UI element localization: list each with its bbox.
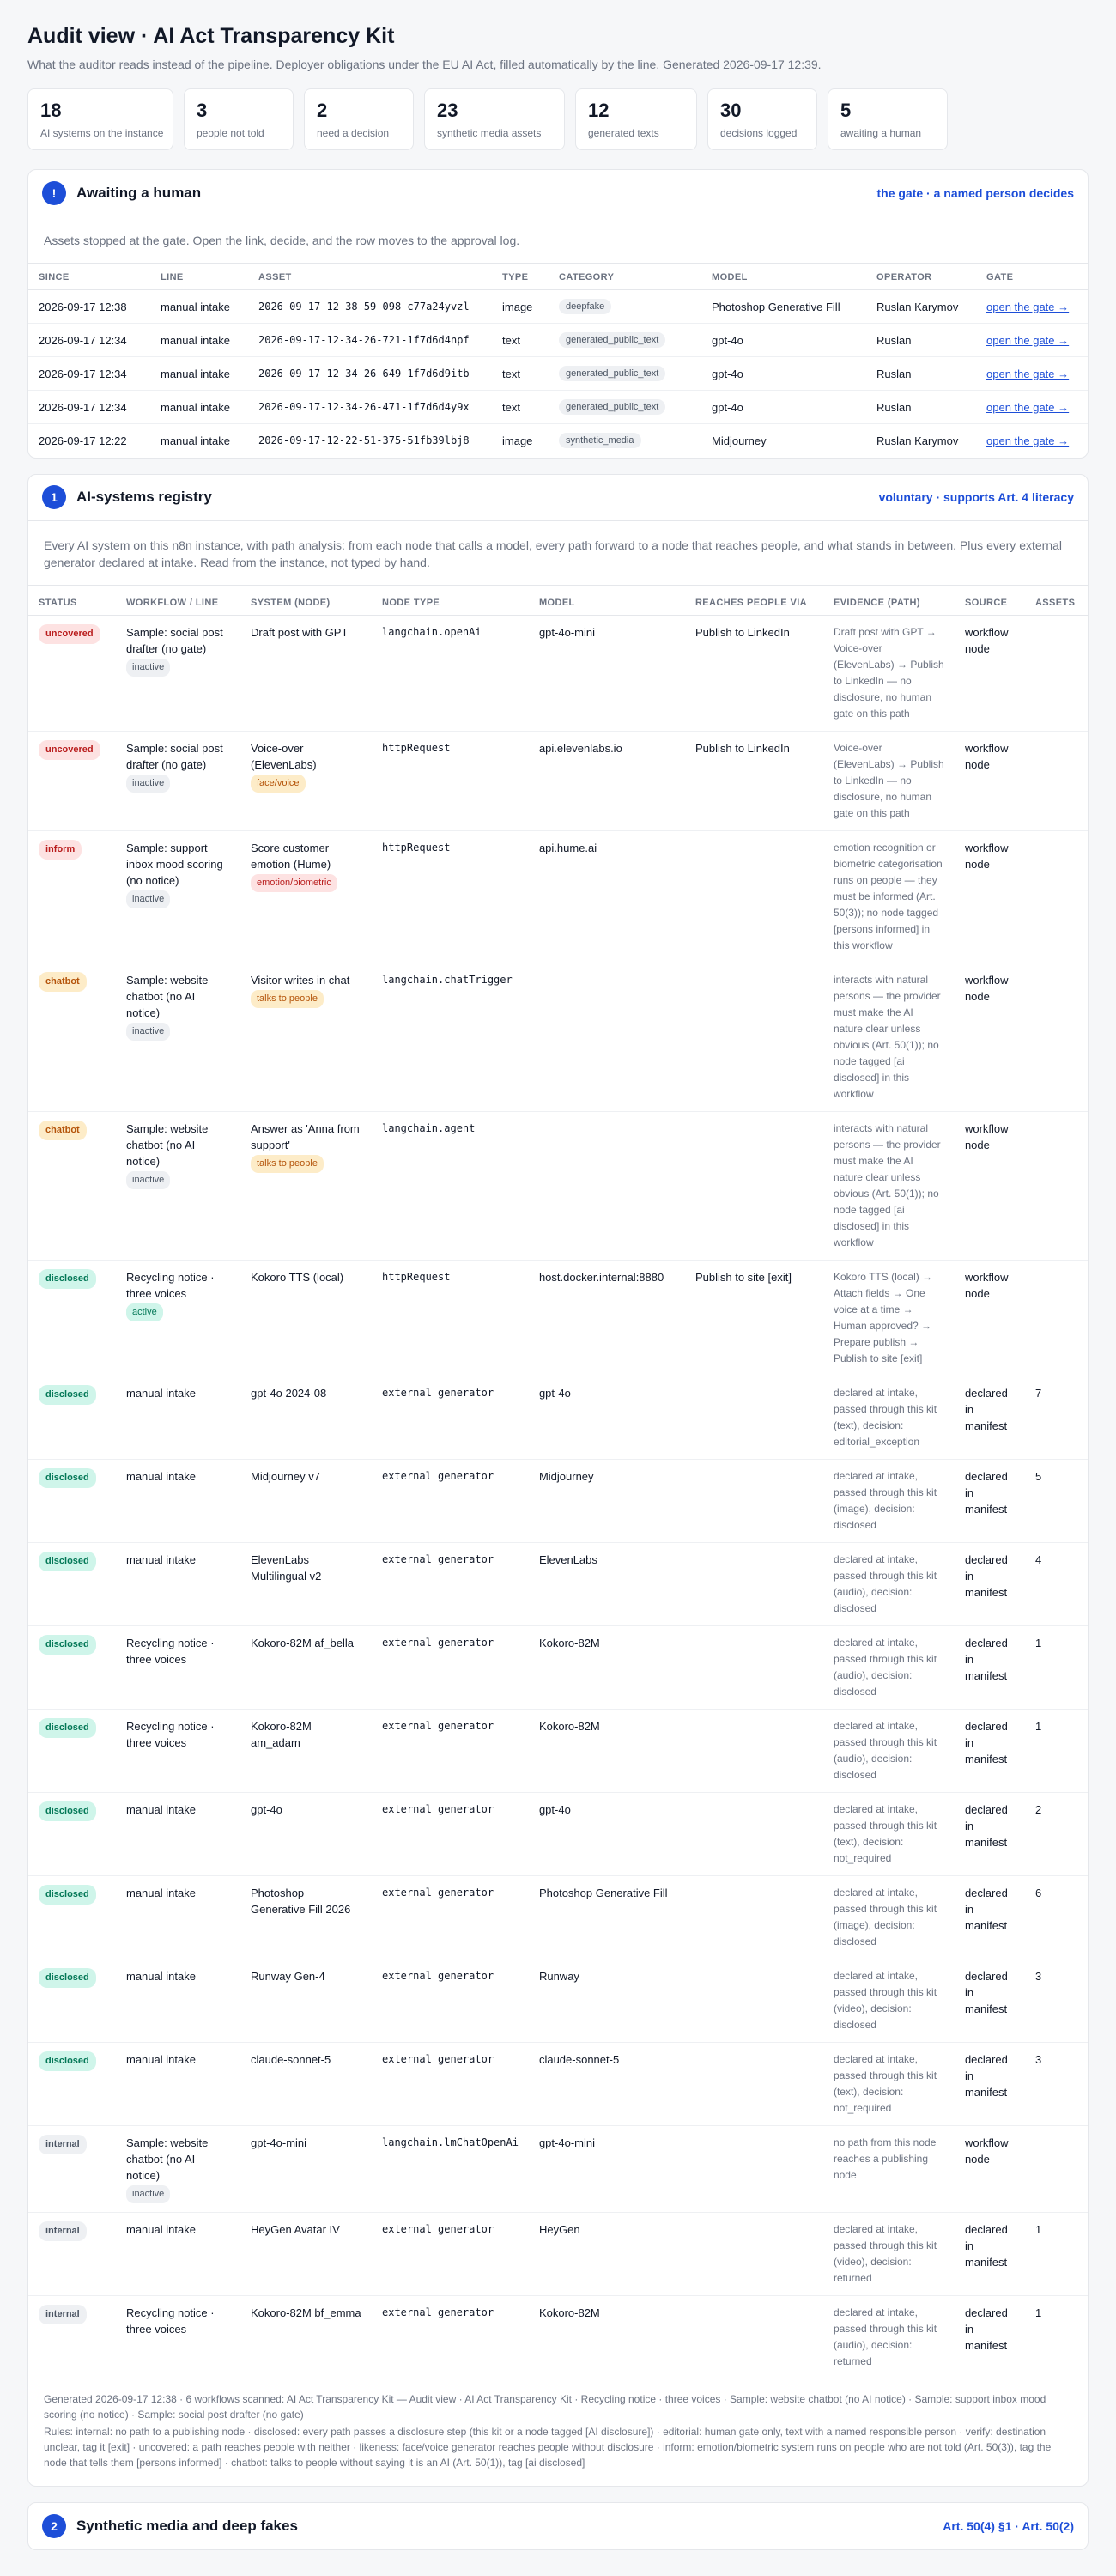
stats-row: [27, 88, 1089, 150]
assets-count: 2: [1025, 1792, 1088, 1875]
node-type: external generator: [372, 1709, 529, 1792]
workflow-name: Sample: social post drafter (no gate): [126, 625, 223, 655]
node-type: langchain.agent: [372, 1111, 529, 1260]
gate-row: [28, 424, 1088, 458]
workflow-name: manual intake: [126, 2222, 196, 2236]
reaches-cell: [685, 2212, 823, 2295]
evidence-path: Voice-over (ElevenLabs) → Publish to LinkedIn — no disclosure, no human gate on this path: [823, 731, 955, 830]
model-cell: gpt-4o: [529, 1792, 685, 1875]
assets-count: 1: [1025, 1709, 1088, 1792]
evidence-path: declared at intake, passed through this kit (video), decision: returned: [823, 2212, 955, 2295]
system-node-name: Voice-over (ElevenLabs): [251, 741, 317, 771]
node-type: langchain.lmChatOpenAi: [372, 2125, 529, 2212]
workflow-name: manual intake: [126, 1469, 196, 1483]
evidence-path: interacts with natural persons — the provider must make the AI nature clear unless obvious (Art. 50(1)); no node tagged [ai disclosed] in this workflow: [823, 963, 955, 1111]
reaches-cell: [685, 1542, 823, 1625]
line-cell: manual intake: [150, 290, 248, 324]
since-cell: 2026-09-17 12:34: [28, 391, 150, 424]
reaches-cell: Publish to LinkedIn: [685, 731, 823, 830]
source-cell: declared in manifest: [955, 1709, 1025, 1792]
type-cell: text: [492, 324, 549, 357]
node-type: external generator: [372, 2212, 529, 2295]
gate-panel: [27, 169, 1089, 459]
registry-panel-header: [28, 475, 1088, 521]
col-assets: ASSETS: [1025, 586, 1088, 616]
system-node-name: gpt-4o 2024-08: [251, 1386, 327, 1400]
assets-count: 1: [1034, 2306, 1042, 2319]
status-badge: chatbot: [39, 972, 87, 992]
status-badge: disclosed: [39, 1385, 96, 1405]
gate-panel-title: Awaiting a human: [76, 184, 202, 201]
model-cell: Midjourney: [712, 434, 767, 447]
evidence-path: declared at intake, passed through this kit (text), decision: editorial_exception: [823, 1376, 955, 1459]
line-cell: manual intake: [161, 434, 230, 447]
evidence-path: declared at intake, passed through this kit (image), decision: disclosed: [823, 1459, 955, 1542]
registry-row: [28, 1111, 1088, 1260]
line-cell: manual intake: [150, 357, 248, 391]
registry-rules: Rules: internal: no path to a publishing node · disclosed: every path passes a disclosure step (this kit or a node tagged [AI disclosure]) · editorial: human gate only, text with a named responsible person · verify: destination unclear, tag it [exit] · uncovered: a path reaches people with neither · likeness: face/voice generator reaches people without disclosure · inform: emotion/biometric system runs on people who are not told (Art. 50(3)), tag the node that tells them [persons informed] · chatbot: talks to people without saying it is an AI (Art. 50(1)), tag [ai disclosed]: [44, 2425, 1052, 2469]
node-type: external generator: [372, 1959, 529, 2042]
registry-row: [28, 1376, 1088, 1459]
reaches-cell: [685, 963, 823, 1111]
source-cell: declared in manifest: [955, 1459, 1025, 1542]
registry-row: [28, 1709, 1088, 1792]
system-node-name: Kokoro-82M am_adam: [251, 1719, 312, 1749]
gate-table-header: [28, 264, 1088, 290]
assets-count: 5: [1025, 1459, 1088, 1542]
operator-cell: Ruslan: [866, 391, 976, 424]
workflow-name: Recycling notice · three voices: [126, 2306, 215, 2336]
reaches-cell: [685, 1792, 823, 1875]
assets-count: [1025, 830, 1088, 963]
since-cell: 2026-09-17 12:22: [39, 434, 127, 447]
system-node-name: gpt-4o-mini: [251, 2136, 307, 2149]
col-asset: ASSET: [248, 264, 492, 290]
model-cell: gpt-4o: [701, 357, 866, 391]
assets-count: [1025, 2125, 1088, 2212]
col-line: LINE: [150, 264, 248, 290]
status-badge: internal: [39, 2221, 87, 2241]
system-node-name: Kokoro-82M bf_emma: [251, 2306, 361, 2319]
status-badge: disclosed: [39, 1552, 96, 1571]
asset-id: 2026-09-17-12-34-26-471-1f7d6d4y9x: [248, 391, 492, 424]
system-node-name: Runway Gen-4: [251, 1969, 325, 1983]
open-gate-link[interactable]: open the gate →: [986, 300, 1070, 313]
status-badge: uncovered: [39, 624, 100, 644]
workflow-state-badge: inactive: [126, 890, 170, 908]
system-node-name: HeyGen Avatar IV: [251, 2222, 340, 2236]
source-cell: declared in manifest: [955, 1959, 1025, 2042]
system-node-name: Kokoro-82M af_bella: [251, 1636, 354, 1649]
gate-panel-header: [28, 170, 1088, 216]
registry-row: [28, 2295, 1088, 2379]
system-node-name: Kokoro TTS (local): [251, 1270, 344, 1284]
source-cell: declared in manifest: [955, 2042, 1025, 2125]
reaches-cell: [685, 1875, 823, 1959]
reaches-cell: [685, 1709, 823, 1792]
since-cell: 2026-09-17 12:34: [28, 357, 150, 391]
source-cell: workflow node: [955, 615, 1025, 731]
gate-panel-caption: the gate · a named person decides: [876, 185, 1074, 200]
assets-count: [1025, 1111, 1088, 1260]
status-badge: disclosed: [39, 1269, 96, 1289]
status-badge: disclosed: [39, 1801, 96, 1821]
workflow-name: manual intake: [126, 1969, 196, 1983]
registry-scan-summary: Generated 2026-09-17 12:38 · 6 workflows scanned: AI Act Transparency Kit — Audit view · AI Act Transparency Kit · Recycling notice · three voices · Sample: website chatbot (no AI notice) · Sample: support inbox mood scoring (no notice) · Sample: social post drafter (no gate): [44, 2392, 1046, 2421]
model-cell: Runway: [529, 1959, 685, 2042]
open-gate-link[interactable]: open the gate →: [986, 434, 1070, 447]
workflow-name: Sample: website chatbot (no AI notice): [126, 973, 209, 1019]
registry-row: [28, 1875, 1088, 1959]
assets-count: 3: [1025, 2042, 1088, 2125]
model-cell: [529, 963, 685, 1111]
node-type: httpRequest: [372, 830, 529, 963]
registry-row: [28, 1542, 1088, 1625]
source-cell: workflow node: [955, 1111, 1025, 1260]
open-gate-link[interactable]: open the gate →: [986, 367, 1070, 380]
synthetic-panel-title: Synthetic media and deep fakes: [76, 2517, 298, 2534]
operator-cell: Ruslan Karymov: [866, 290, 976, 324]
system-risk-badge: talks to people: [251, 990, 324, 1008]
evidence-path: declared at intake, passed through this kit (audio), decision: disclosed: [823, 1709, 955, 1792]
registry-row: [28, 615, 1088, 731]
evidence-path: declared at intake, passed through this kit (image), decision: disclosed: [823, 1875, 955, 1959]
type-cell: image: [502, 434, 533, 447]
assets-count: 6: [1025, 1875, 1088, 1959]
system-node-name: Photoshop Generative Fill 2026: [251, 1886, 351, 1916]
registry-row: [28, 1260, 1088, 1376]
workflow-state-badge: inactive: [126, 1171, 170, 1189]
evidence-path: declared at intake, passed through this kit (audio), decision: returned: [833, 2306, 937, 2367]
reaches-cell: [685, 1376, 823, 1459]
operator-cell: Ruslan: [866, 324, 976, 357]
synthetic-panel-header: [28, 2503, 1088, 2549]
workflow-state-badge: inactive: [126, 1023, 170, 1041]
status-badge: disclosed: [39, 1968, 96, 1988]
asset-id: 2026-09-17-12-34-26-721-1f7d6d4npf: [248, 324, 492, 357]
status-badge: disclosed: [39, 1468, 96, 1488]
col-model: MODEL: [529, 586, 685, 616]
col-workflow: WORKFLOW / LINE: [116, 586, 240, 616]
page-subtitle: What the auditor reads instead of the pipeline. Deployer obligations under the EU AI Act, filled automatically by the line. Generated 2026-09-17 12:39.: [27, 58, 822, 71]
evidence-path: declared at intake, passed through this kit (video), decision: disclosed: [823, 1959, 955, 2042]
workflow-name: Recycling notice · three voices: [126, 1719, 215, 1749]
reaches-cell: [685, 2125, 823, 2212]
evidence-path: Draft post with GPT → Voice-over (ElevenLabs) → Publish to LinkedIn — no disclosure, no human gate on this path: [823, 615, 955, 731]
evidence-path: emotion recognition or biometric categorisation runs on people — they must be informed (Art. 50(3)); no node tagged [persons informed] in this workflow: [823, 830, 955, 963]
asset-id: 2026-09-17-12-34-26-649-1f7d6d9itb: [248, 357, 492, 391]
workflow-name: manual intake: [126, 2052, 196, 2066]
alert-icon: !: [42, 181, 66, 205]
reaches-cell: [685, 1959, 823, 2042]
node-type: external generator: [372, 1376, 529, 1459]
gate-row: [28, 357, 1088, 391]
since-cell: 2026-09-17 12:38: [28, 290, 150, 324]
model-cell: api.elevenlabs.io: [529, 731, 685, 830]
model-cell: gpt-4o: [701, 324, 866, 357]
node-type: langchain.chatTrigger: [372, 963, 529, 1111]
source-cell: declared in manifest: [955, 1875, 1025, 1959]
category-badge: deepfake: [559, 299, 611, 314]
workflow-name: Sample: website chatbot (no AI notice): [126, 2136, 209, 2182]
col-operator: OPERATOR: [866, 264, 976, 290]
stat-ai-systems: 18 AI systems on the instance: [27, 88, 173, 150]
model-cell: Photoshop Generative Fill: [529, 1875, 685, 1959]
registry-row: [28, 1959, 1088, 2042]
evidence-path: Kokoro TTS (local) → Attach fields → One voice at a time → Human approved? → Prepare publish → Publish to site [exit]: [823, 1260, 955, 1376]
model-cell: claude-sonnet-5: [529, 2042, 685, 2125]
registry-panel-caption: voluntary · supports Art. 4 literacy: [878, 490, 1074, 504]
model-cell: Kokoro-82M: [529, 1625, 685, 1709]
stat-synthetic-media: 23 synthetic media assets: [424, 88, 565, 150]
operator-cell: Ruslan Karymov: [876, 434, 959, 447]
status-badge: uncovered: [39, 740, 100, 760]
type-cell: text: [492, 391, 549, 424]
workflow-state-badge: inactive: [126, 2185, 170, 2203]
page-title: Audit view · AI Act Transparency Kit: [27, 24, 395, 48]
workflow-name: manual intake: [126, 1386, 196, 1400]
workflow-name: Sample: website chatbot (no AI notice): [126, 1121, 209, 1168]
node-type: external generator: [382, 2306, 494, 2318]
workflow-name: manual intake: [126, 1552, 196, 1566]
evidence-path: declared at intake, passed through this kit (audio), decision: disclosed: [823, 1542, 955, 1625]
operator-cell: Ruslan: [866, 357, 976, 391]
source-cell: declared in manifest: [955, 1542, 1025, 1625]
status-badge: chatbot: [39, 1121, 87, 1140]
node-type: external generator: [372, 1459, 529, 1542]
col-category: CATEGORY: [549, 264, 701, 290]
model-cell: ElevenLabs: [529, 1542, 685, 1625]
system-node-name: Visitor writes in chat: [251, 973, 350, 987]
stat-people-not-told: 3 people not told: [184, 88, 294, 150]
col-since: SINCE: [28, 264, 150, 290]
registry-row: [28, 1459, 1088, 1542]
model-cell: Kokoro-82M: [538, 2306, 600, 2319]
registry-row: [28, 2212, 1088, 2295]
workflow-state-badge: inactive: [126, 659, 170, 677]
type-cell: text: [492, 357, 549, 391]
category-badge: generated_public_text: [559, 332, 665, 348]
open-gate-link[interactable]: open the gate →: [986, 400, 1070, 414]
source-cell: workflow node: [955, 731, 1025, 830]
gate-row: [28, 290, 1088, 324]
assets-count: 3: [1025, 1959, 1088, 2042]
system-node-name: gpt-4o: [251, 1802, 282, 1816]
col-model: MODEL: [701, 264, 866, 290]
col-reaches: REACHES PEOPLE VIA: [685, 586, 823, 616]
assets-count: 7: [1025, 1376, 1088, 1459]
status-badge: disclosed: [39, 2051, 96, 2071]
system-node-name: ElevenLabs Multilingual v2: [251, 1552, 322, 1583]
asset-id: 2026-09-17-12-38-59-098-c77a24yvzl: [248, 290, 492, 324]
evidence-path: no path from this node reaches a publishing node: [823, 2125, 955, 2212]
col-evidence: EVIDENCE (PATH): [823, 586, 955, 616]
node-type: external generator: [372, 1792, 529, 1875]
synthetic-panel-caption: Art. 50(4) §1 · Art. 50(2): [943, 2518, 1074, 2533]
stat-awaiting-human: 5 awaiting a human: [828, 88, 948, 150]
source-cell: declared in manifest: [955, 2212, 1025, 2295]
model-cell: gpt-4o-mini: [529, 2125, 685, 2212]
reaches-cell: [685, 830, 823, 963]
source-cell: workflow node: [955, 2125, 1025, 2212]
registry-table-header: [28, 586, 1088, 616]
status-badge: inform: [39, 840, 82, 860]
col-node-type: NODE TYPE: [372, 586, 529, 616]
line-cell: manual intake: [150, 324, 248, 357]
reaches-cell: Publish to site [exit]: [685, 1260, 823, 1376]
reaches-cell: [685, 1111, 823, 1260]
node-type: external generator: [372, 1542, 529, 1625]
reaches-cell: [685, 1459, 823, 1542]
registry-row: [28, 830, 1088, 963]
evidence-path: declared at intake, passed through this kit (text), decision: not_required: [823, 1792, 955, 1875]
evidence-path: declared at intake, passed through this kit (text), decision: not_required: [823, 2042, 955, 2125]
workflow-name: Recycling notice · three voices: [126, 1270, 215, 1300]
workflow-name: manual intake: [126, 1802, 196, 1816]
registry-row: [28, 1792, 1088, 1875]
asset-id: 2026-09-17-12-22-51-375-51fb39lbj8: [258, 434, 470, 447]
gate-table: [28, 264, 1088, 458]
assets-count: [1025, 1260, 1088, 1376]
registry-row: [28, 2042, 1088, 2125]
node-type: httpRequest: [372, 1260, 529, 1376]
section-number-badge: 2: [42, 2514, 66, 2538]
model-cell: Midjourney: [529, 1459, 685, 1542]
model-cell: gpt-4o-mini: [529, 615, 685, 731]
assets-count: 1: [1025, 1625, 1088, 1709]
source-cell: workflow node: [955, 830, 1025, 963]
model-cell: Kokoro-82M: [529, 1709, 685, 1792]
reaches-cell: [685, 1625, 823, 1709]
model-cell: Photoshop Generative Fill: [701, 290, 866, 324]
registry-panel: [27, 474, 1089, 2487]
registry-table: [28, 586, 1088, 2379]
evidence-path: interacts with natural persons — the provider must make the AI nature clear unless obvious (Art. 50(1)); no node tagged [ai disclosed] in this workflow: [823, 1111, 955, 1260]
assets-count: 1: [1025, 2212, 1088, 2295]
col-source: SOURCE: [955, 586, 1025, 616]
node-type: external generator: [372, 1625, 529, 1709]
registry-footer-note: [28, 2379, 1088, 2486]
evidence-path: declared at intake, passed through this kit (audio), decision: disclosed: [823, 1625, 955, 1709]
section-number-badge: 1: [42, 485, 66, 509]
reaches-cell: Publish to LinkedIn: [685, 615, 823, 731]
status-badge: disclosed: [39, 1885, 96, 1905]
system-node-name: Midjourney v7: [251, 1469, 320, 1483]
stat-generated-texts: 12 generated texts: [575, 88, 697, 150]
type-cell: image: [492, 290, 549, 324]
reaches-cell: [685, 2295, 823, 2379]
model-cell: host.docker.internal:8880: [529, 1260, 685, 1376]
stat-need-decision: 2 need a decision: [304, 88, 414, 150]
system-risk-badge: talks to people: [251, 1155, 324, 1173]
model-cell: [529, 1111, 685, 1260]
line-cell: manual intake: [150, 391, 248, 424]
model-cell: api.hume.ai: [529, 830, 685, 963]
gate-row: [28, 391, 1088, 424]
system-node-name: Answer as 'Anna from support': [251, 1121, 360, 1151]
registry-row: [28, 731, 1088, 830]
col-gate: GATE: [976, 264, 1088, 290]
gate-row: [28, 324, 1088, 357]
category-badge: generated_public_text: [559, 399, 665, 415]
gate-panel-description: Assets stopped at the gate. Open the link, decide, and the row moves to the approval log.: [28, 216, 1088, 264]
assets-count: [1025, 615, 1088, 731]
status-badge: disclosed: [39, 1718, 96, 1738]
assets-count: [1025, 731, 1088, 830]
system-node-name: Draft post with GPT: [251, 625, 349, 639]
source-cell: workflow node: [955, 963, 1025, 1111]
registry-panel-description: Every AI system on this n8n instance, with path analysis: from each node that calls a model, every path forward to a node that reaches people, and what stands in between. Plus every external generator declared at intake. Read from the instance, not typed by hand.: [28, 521, 1088, 586]
workflow-state-badge: active: [126, 1303, 163, 1321]
source-cell: declared in manifest: [955, 1792, 1025, 1875]
model-cell: gpt-4o: [701, 391, 866, 424]
model-cell: gpt-4o: [529, 1376, 685, 1459]
since-cell: 2026-09-17 12:34: [28, 324, 150, 357]
workflow-name: Recycling notice · three voices: [126, 1636, 215, 1666]
registry-row: [28, 963, 1088, 1111]
model-cell: HeyGen: [529, 2212, 685, 2295]
registry-panel-title: AI-systems registry: [76, 489, 212, 505]
col-system: SYSTEM (NODE): [240, 586, 372, 616]
open-gate-link[interactable]: open the gate →: [986, 333, 1070, 347]
workflow-state-badge: inactive: [126, 775, 170, 793]
workflow-name: Sample: social post drafter (no gate): [126, 741, 223, 771]
stat-decisions-logged: 30 decisions logged: [707, 88, 817, 150]
registry-row: [28, 2125, 1088, 2212]
node-type: external generator: [372, 1875, 529, 1959]
category-badge: synthetic_media: [559, 433, 641, 448]
col-type: TYPE: [492, 264, 549, 290]
status-badge: internal: [39, 2135, 87, 2154]
workflow-name: manual intake: [126, 1886, 196, 1899]
status-badge: disclosed: [39, 1635, 96, 1655]
node-type: langchain.openAi: [372, 615, 529, 731]
node-type: external generator: [372, 2042, 529, 2125]
category-badge: generated_public_text: [559, 366, 665, 381]
node-type: httpRequest: [372, 731, 529, 830]
source-cell: declared in manifest: [955, 1376, 1025, 1459]
workflow-name: Sample: support inbox mood scoring (no notice): [126, 841, 223, 887]
source-cell: workflow node: [955, 1260, 1025, 1376]
system-risk-badge: emotion/biometric: [251, 874, 337, 892]
source-cell: declared in manifest: [955, 1625, 1025, 1709]
source-cell: declared in manifest: [964, 2306, 1008, 2352]
system-node-name: claude-sonnet-5: [251, 2052, 331, 2066]
assets-count: [1025, 963, 1088, 1111]
registry-row: [28, 1625, 1088, 1709]
system-node-name: Score customer emotion (Hume): [251, 841, 331, 871]
system-risk-badge: face/voice: [251, 775, 306, 793]
synthetic-panel: [27, 2502, 1089, 2550]
assets-count: 4: [1025, 1542, 1088, 1625]
col-status: STATUS: [28, 586, 116, 616]
reaches-cell: [685, 2042, 823, 2125]
status-badge: internal: [39, 2305, 87, 2324]
